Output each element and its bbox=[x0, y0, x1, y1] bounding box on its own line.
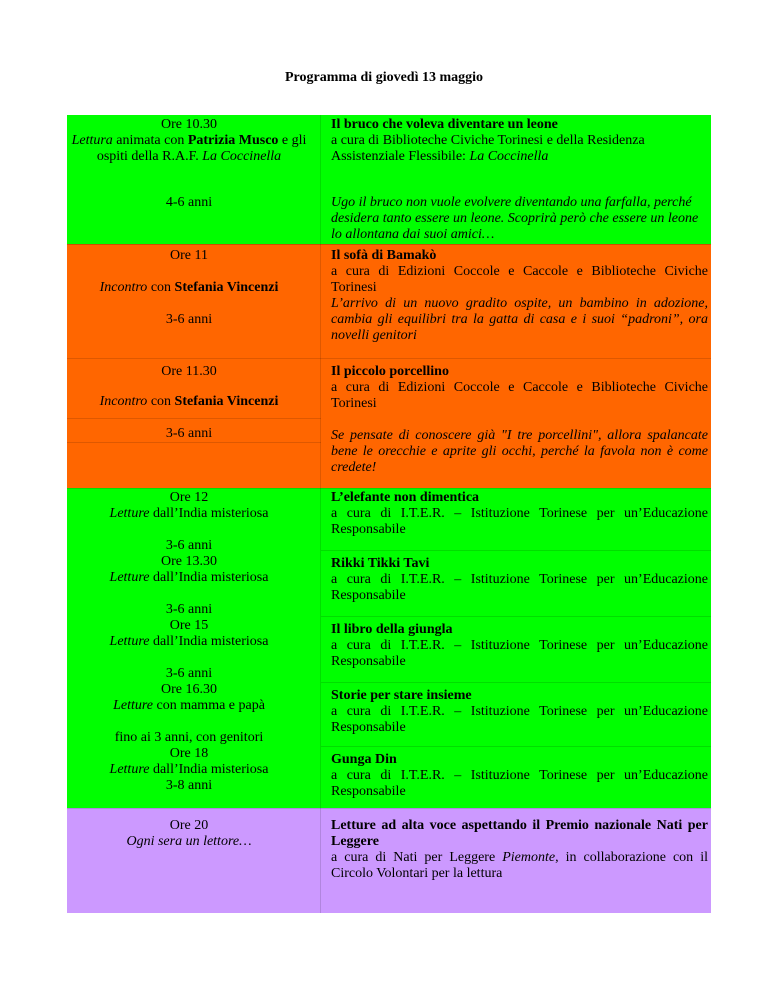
event-block-afternoon bbox=[67, 488, 711, 808]
column-divider bbox=[320, 358, 321, 488]
event-details-15 bbox=[331, 622, 708, 670]
activity-type: Letture bbox=[109, 570, 150, 585]
credit-org: La Coccinella bbox=[469, 149, 549, 164]
event-block-20 bbox=[67, 808, 711, 913]
event-details-1630 bbox=[331, 688, 708, 736]
age-range: 3-6 anni bbox=[165, 426, 213, 441]
event-details bbox=[331, 117, 708, 165]
book-title: Gunga Din bbox=[331, 752, 397, 767]
book-title: L’elefante non dimentica bbox=[331, 490, 480, 505]
activity-text: dall’India misteriosa bbox=[149, 634, 269, 649]
time-label: Ore 16.30 bbox=[161, 682, 217, 697]
row-divider bbox=[67, 358, 711, 359]
column-divider bbox=[320, 488, 321, 808]
credit-text: a cura di I.T.E.R. – Istituzione Torinese per un’Educazione Responsabile bbox=[331, 506, 708, 537]
time-label: Ore 15 bbox=[169, 618, 209, 633]
age-range: 3-6 anni bbox=[165, 602, 213, 617]
activity-text: dall’India misteriosa bbox=[149, 762, 269, 777]
activity-type: Letture bbox=[109, 634, 150, 649]
column-divider bbox=[320, 808, 321, 913]
credit-org: Piemonte bbox=[502, 850, 556, 865]
activity-type: Incontro bbox=[99, 394, 148, 409]
activity-text: con bbox=[147, 394, 175, 409]
event-details-1330 bbox=[331, 556, 708, 604]
row-divider bbox=[67, 808, 711, 809]
row-divider bbox=[67, 488, 711, 489]
event-details-12 bbox=[331, 490, 708, 538]
credit-text: a cura di Edizioni Coccole e Caccole e Biblioteche Civiche Torinesi bbox=[331, 380, 708, 411]
event-desc bbox=[67, 280, 311, 296]
time-label: Ore 12 bbox=[169, 490, 209, 505]
event-block-1030 bbox=[67, 115, 711, 244]
book-title: Il sofà di Bamakò bbox=[331, 248, 437, 263]
event-details-20 bbox=[331, 818, 708, 882]
credit-text: a cura di Biblioteche Civiche Torinesi e della Residenza Assistenziale Flessibile: bbox=[331, 133, 645, 164]
credit-text: a cura di I.T.E.R. – Istituzione Torinese per un’Educazione Responsabile bbox=[331, 704, 708, 735]
event-details bbox=[331, 248, 708, 344]
activity-text: animata con bbox=[112, 133, 188, 148]
activity-text: con mamma e papà bbox=[152, 698, 265, 713]
event-block-11 bbox=[67, 244, 711, 358]
synopsis-text: L’arrivo di un nuovo gradito ospite, un bambino in adozione, cambia gli equilibri tra la gatta di casa e i suoi “padroni”, ora novelli genitori bbox=[331, 296, 708, 343]
host-org: La Coccinella bbox=[202, 149, 282, 164]
event-block-1130 bbox=[67, 358, 711, 488]
activity-text: e gli ospiti della R.A.F. bbox=[96, 133, 307, 164]
event-time bbox=[67, 117, 311, 165]
activity-type: Lettura bbox=[71, 133, 113, 148]
activity-text: dall’India misteriosa bbox=[149, 570, 269, 585]
synopsis-text: Ugo il bruco non vuole evolvere diventando una farfalla, perché desidera tanto essere un leone. Scoprirà però che essere un leone lo allontana dai suoi amici… bbox=[331, 195, 699, 242]
credit-text: a cura di I.T.E.R. – Istituzione Torinese per un’Educazione Responsabile bbox=[331, 572, 708, 603]
credit-text: a cura di Edizioni Coccole e Caccole e Biblioteche Civiche Torinesi bbox=[331, 264, 708, 295]
activity-desc: Ogni sera un lettore… bbox=[126, 834, 252, 849]
row-divider bbox=[67, 442, 321, 443]
event-details-18 bbox=[331, 752, 708, 800]
age-range: 3-6 anni bbox=[165, 666, 213, 681]
row-divider bbox=[321, 746, 711, 747]
activity-text: con bbox=[147, 280, 175, 295]
host-name: Stefania Vincenzi bbox=[174, 280, 279, 295]
age-range: 3-8 anni bbox=[165, 778, 213, 793]
time-label: Ore 20 bbox=[169, 818, 209, 833]
synopsis bbox=[331, 195, 708, 243]
age-range: 3-6 anni bbox=[165, 538, 213, 553]
column-divider bbox=[320, 244, 321, 358]
book-title: Il bruco che voleva diventare un leone bbox=[331, 117, 558, 132]
row-divider bbox=[67, 418, 321, 419]
row-divider bbox=[321, 616, 711, 617]
event-left-20 bbox=[67, 818, 311, 850]
time-label: Ore 18 bbox=[169, 746, 209, 761]
host-name: Stefania Vincenzi bbox=[174, 394, 279, 409]
credit-text: a cura di I.T.E.R. – Istituzione Torinese per un’Educazione Responsabile bbox=[331, 768, 708, 799]
book-title: Il piccolo porcellino bbox=[331, 364, 449, 379]
event-left-12 bbox=[67, 490, 311, 794]
row-divider bbox=[321, 682, 711, 683]
page-title: Programma di giovedì 13 maggio bbox=[284, 70, 484, 85]
synopsis bbox=[331, 428, 708, 476]
activity-type: Letture bbox=[109, 762, 150, 777]
time-label: Ore 11 bbox=[170, 248, 208, 263]
time-label: Ore 13.30 bbox=[161, 554, 217, 569]
row-divider bbox=[67, 244, 711, 245]
row-divider bbox=[321, 550, 711, 551]
activity-text: dall’India misteriosa bbox=[149, 506, 269, 521]
host-name: Patrizia Musco bbox=[187, 133, 279, 148]
credit-text: a cura di Nati per Leggere bbox=[331, 850, 503, 865]
activity-type: Letture bbox=[109, 506, 150, 521]
event-details bbox=[331, 364, 708, 412]
activity-type: Letture bbox=[113, 698, 153, 713]
credit-text: a cura di I.T.E.R. – Istituzione Torinese per un’Educazione Responsabile bbox=[331, 638, 708, 669]
time-label: Ore 11.30 bbox=[161, 364, 217, 379]
column-divider bbox=[320, 115, 321, 244]
synopsis-text: Se pensate di conoscere già "I tre porcellini", allora spalancate bene le orecchie e aprite gli occhi, perché la favola non è come credete! bbox=[331, 428, 708, 475]
time-label: Ore 10.30 bbox=[161, 117, 217, 132]
book-title: Il libro della giungla bbox=[331, 622, 453, 637]
book-title: Rikki Tikki Tavi bbox=[331, 556, 430, 571]
activity-type: Incontro bbox=[99, 280, 148, 295]
age-range: 4-6 anni bbox=[165, 195, 213, 210]
age-range: 3-6 anni bbox=[165, 312, 213, 327]
age-range: fino ai 3 anni, con genitori bbox=[114, 730, 264, 745]
book-title: Storie per stare insieme bbox=[331, 688, 472, 703]
book-title: Letture ad alta voce aspettando il Premio nazionale Nati per Leggere bbox=[331, 818, 708, 849]
event-desc bbox=[67, 394, 311, 410]
credit-text: , in collaborazione con il Circolo Volontari per la lettura bbox=[331, 850, 708, 881]
